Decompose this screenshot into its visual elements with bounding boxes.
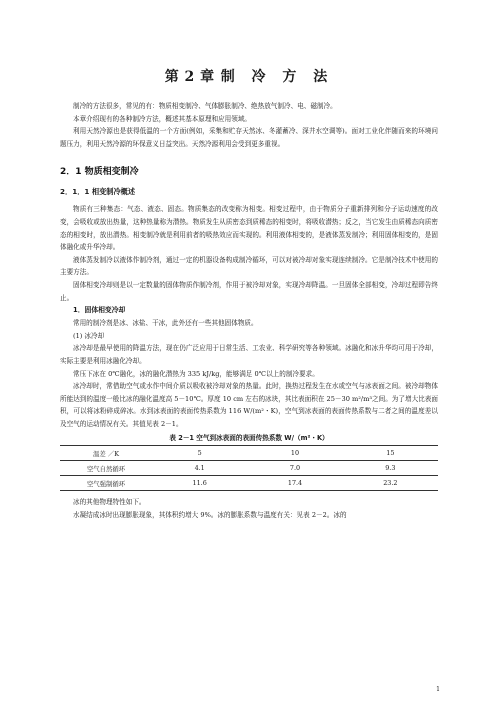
table-row <box>60 476 438 491</box>
chapter-title <box>60 66 438 86</box>
table-cell: 空气自然循环 <box>60 461 152 476</box>
body-paragraph-6: 常压下冰在 0℃融化，冰的融化潜热为 335 kJ/kg，能够满足 0℃以上的制冷要求。 <box>73 369 319 378</box>
table-cell: 空气强制循环 <box>60 476 152 491</box>
chapter-number: 第 2 章 <box>164 69 215 85</box>
subsection-number: 2．1．1 <box>60 187 90 197</box>
table-cell: 4.1 <box>152 461 247 476</box>
intro-paragraph-2: 本章介绍现有的各种制冷方法，概述其基本原理和应用领域。 <box>73 114 252 123</box>
table-header-cell: 5 <box>152 446 247 461</box>
body-paragraph-4: 常用的制冷剂是冰、冰盐、干冰，此外还有一些其他固体物质。 <box>73 319 258 328</box>
body-paragraph-9: 水凝结成冰时出现膨胀现象，其体积约增大 9%。冰的膨胀系数与温度有关：见表 2－2。冰的 <box>73 511 347 520</box>
intro-paragraph-3: 利用天然冷源也是获得低温的一个方面(例如，采集和贮存天然冰、冬灌蓄冷、深井水空调等)。面对工业化伴随而来的环境问题压力，利用天然冷源的环保意义日益突出。天然冷源利用会受到更多重视。 <box>60 127 438 148</box>
item-heading-ice-cooling: (1) 冰冷却 <box>73 331 105 340</box>
intro-paragraph-1: 制冷的方法很多，常见的有：物质相变制冷、气体膨胀制冷、绝热放气制冷、电、磁制冷。 <box>73 102 337 110</box>
table-cell: 17.4 <box>247 476 342 491</box>
table-header-cell: 15 <box>343 446 438 461</box>
table-cell: 7.0 <box>247 461 342 476</box>
body-paragraph-2: 液体蒸发制冷以液体作制冷剂，通过一定的机器设备构成制冷循环，可以对被冷却对象实现连续制冷。它是制冷技术中使用的主要方法。 <box>60 255 438 277</box>
table-header-cell: 温差 ／K <box>60 446 152 461</box>
body-paragraph-8: 冰的其他物理特性如下。 <box>73 498 146 507</box>
section-heading <box>60 164 438 177</box>
table-cell: 11.6 <box>152 476 247 491</box>
subsection-heading <box>60 187 438 197</box>
section-number: 2．1 <box>60 167 82 178</box>
body-paragraph-1: 物质有三种集态：气态、液态、固态。物质集态的改变称为相变。相变过程中，由于物质分子重新排列和分子运动速度的改变，会吸收或放出热量，这种热量称为潜热。物质发生从质密态到质稀态的相变时，将吸收潜热；反之，当它发生由质稀态向质密态的相变时，放出潜热。相变制冷就是利用前者的吸热效应而实现的。利用液体相变的，是液体蒸发制冷；利用固体相变的，是固体融化或升华冷却。 <box>60 205 438 252</box>
page-number: 1 <box>436 686 440 693</box>
table-cell: 23.2 <box>343 476 438 491</box>
table-caption: 表 2－1 空气到冰表面的表面传热系数 W/（m²・K） <box>169 434 329 443</box>
page-content <box>60 66 438 522</box>
table-header-row <box>60 446 438 461</box>
subsection-title: 相变制冷概述 <box>91 187 136 197</box>
item-heading-solid-cooling: 1．固体相变冷却 <box>73 306 126 315</box>
section-title: 物质相变制冷 <box>84 167 139 178</box>
body-paragraph-5: 冰冷却是最早使用的降温方法，现在仍广泛应用于日常生活、工农业、科学研究等各种领域。冰融化和冰升华均可用于冷却，实际主要是利用冰融化冷却。 <box>60 344 438 365</box>
body-paragraph-7: 冰冷却时，常借助空气或水作中间介质以吸收被冷却对象的热量。此时，换热过程发生在水或空气与冰表面之间。被冷却物体所能达到的温度一般比冰的融化温度高 5－10℃。厚度 10 cm 左右的冰块，其比表面积在 25－30 m²/m³之间。为了增大比表面积，可以将冰粉碎成碎冰。水到冰表面的表面传热系数为 116 W/(m²・K)，空气到冰表面的表面传热系数与二者之间的温度差以及空气的运动情况有关。其值见表 2－1。 <box>60 382 438 428</box>
table-cell: 9.3 <box>343 461 438 476</box>
heat-transfer-table <box>60 445 438 491</box>
table-header-cell: 10 <box>247 446 342 461</box>
chapter-title-text: 制 冷 方 法 <box>220 69 334 85</box>
body-paragraph-3: 固体相变冷却则是以一定数量的固体物质作制冷剂，作用于被冷却对象，实现冷却降温。一旦固体全部相变，冷却过程即告终止。 <box>60 280 438 302</box>
table-row <box>60 461 438 476</box>
